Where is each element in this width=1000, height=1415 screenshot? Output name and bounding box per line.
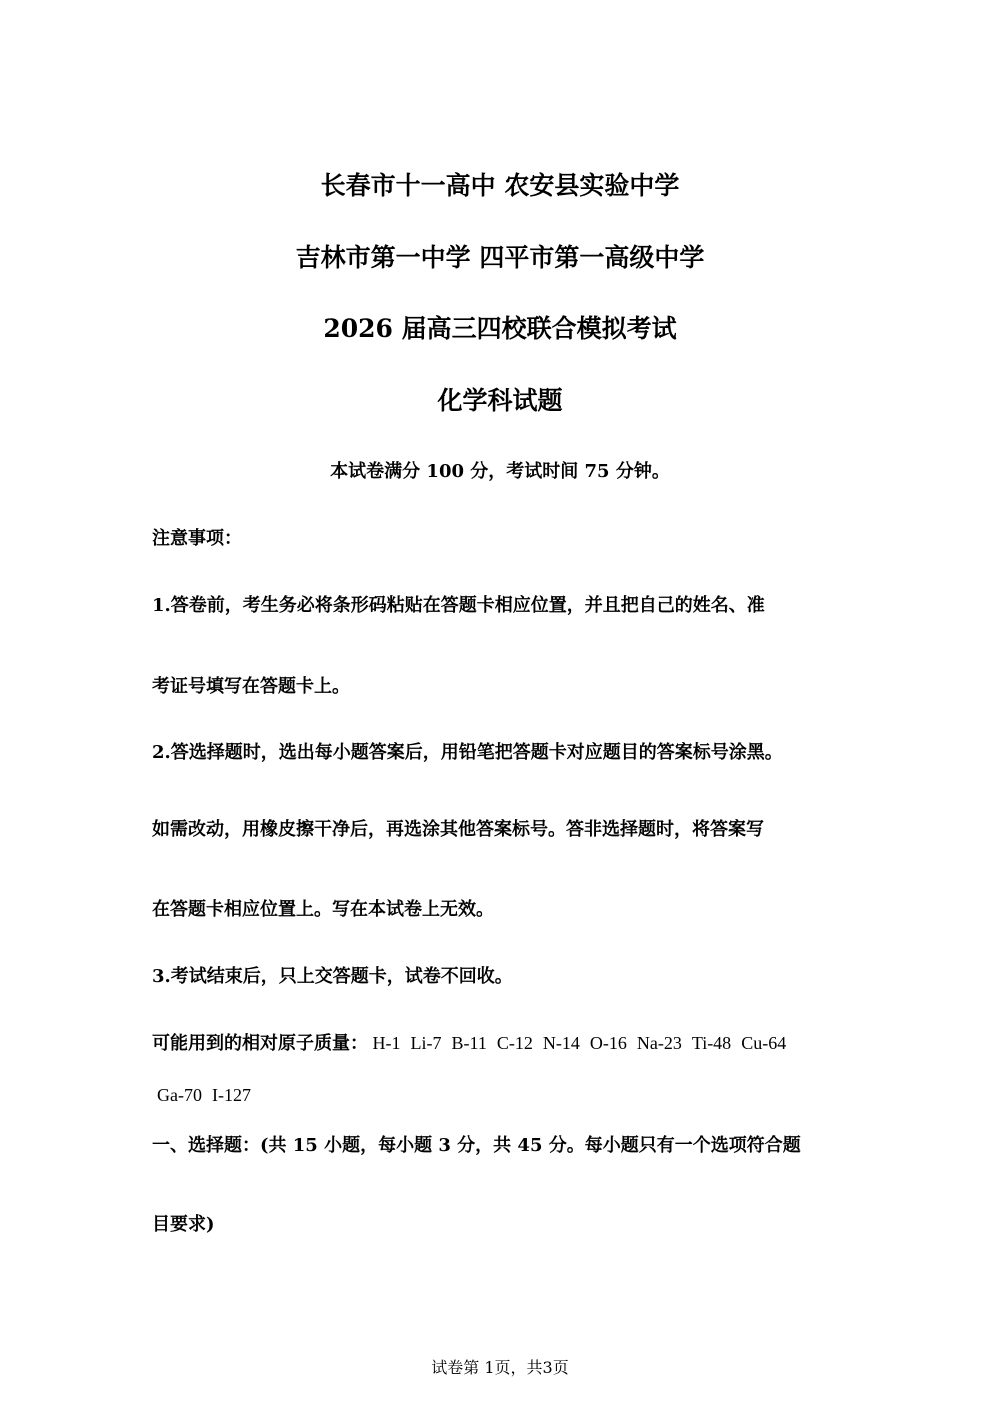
section-1-heading-line-2: 目要求) xyxy=(152,1214,215,1235)
notice-line-6: 3.考试结束后，只上交答题卡，试卷不回收。 xyxy=(152,966,513,987)
atomic-mass-item: Li-7 xyxy=(410,1033,442,1053)
title-line-3: 2026 届高三四校联合模拟考试 xyxy=(323,314,677,343)
atomic-mass-item: O-16 xyxy=(589,1033,627,1053)
title-line-1: 长春市十一高中 农安县实验中学 xyxy=(320,171,680,200)
atomic-mass-item: I-127 xyxy=(211,1085,251,1105)
page-footer: 试卷第 1页，共3页 xyxy=(431,1358,569,1377)
section-1-heading-line-1: 一、选择题：(共 15 小题，每小题 3 分，共 45 分。每小题只有一个选项符合题 xyxy=(152,1135,801,1156)
notice-heading: 注意事项： xyxy=(152,528,242,549)
atomic-mass-line-1 xyxy=(152,1030,796,1057)
atomic-mass-item: Cu-64 xyxy=(741,1033,787,1053)
atomic-mass-item: H-1 xyxy=(372,1033,401,1053)
atomic-mass-list-1 xyxy=(368,1033,796,1053)
notice-line-4: 如需改动，用橡皮擦干净后，再选涂其他答案标号。答非选择题时，将答案写 xyxy=(152,819,764,840)
title-line-2: 吉林市第一中学 四平市第一高级中学 xyxy=(295,243,705,272)
notice-line-2: 考证号填写在答题卡上。 xyxy=(152,676,350,697)
atomic-mass-item: Ga-70 xyxy=(157,1085,202,1105)
atomic-mass-label: 可能用到的相对原子质量： xyxy=(152,1033,368,1054)
atomic-mass-item: Na-23 xyxy=(636,1033,682,1053)
notice-line-1: 1.答卷前，考生务必将条形码粘贴在答题卡相应位置，并且把自己的姓名、准 xyxy=(152,595,765,616)
notice-line-5: 在答题卡相应位置上。写在本试卷上无效。 xyxy=(152,899,494,920)
atomic-mass-item: B-11 xyxy=(451,1033,487,1053)
atomic-mass-item: C-12 xyxy=(496,1033,533,1053)
notice-line-3: 2.答选择题时，选出每小题答案后，用铅笔把答题卡对应题目的答案标号涂黑。 xyxy=(152,742,783,763)
atomic-mass-item: N-14 xyxy=(542,1033,580,1053)
atomic-mass-item: Ti-48 xyxy=(691,1033,732,1053)
atomic-mass-line-2 xyxy=(157,1082,261,1108)
exam-info: 本试卷满分 100 分，考试时间 75 分钟。 xyxy=(330,461,670,482)
title-line-4: 化学科试题 xyxy=(437,386,563,415)
